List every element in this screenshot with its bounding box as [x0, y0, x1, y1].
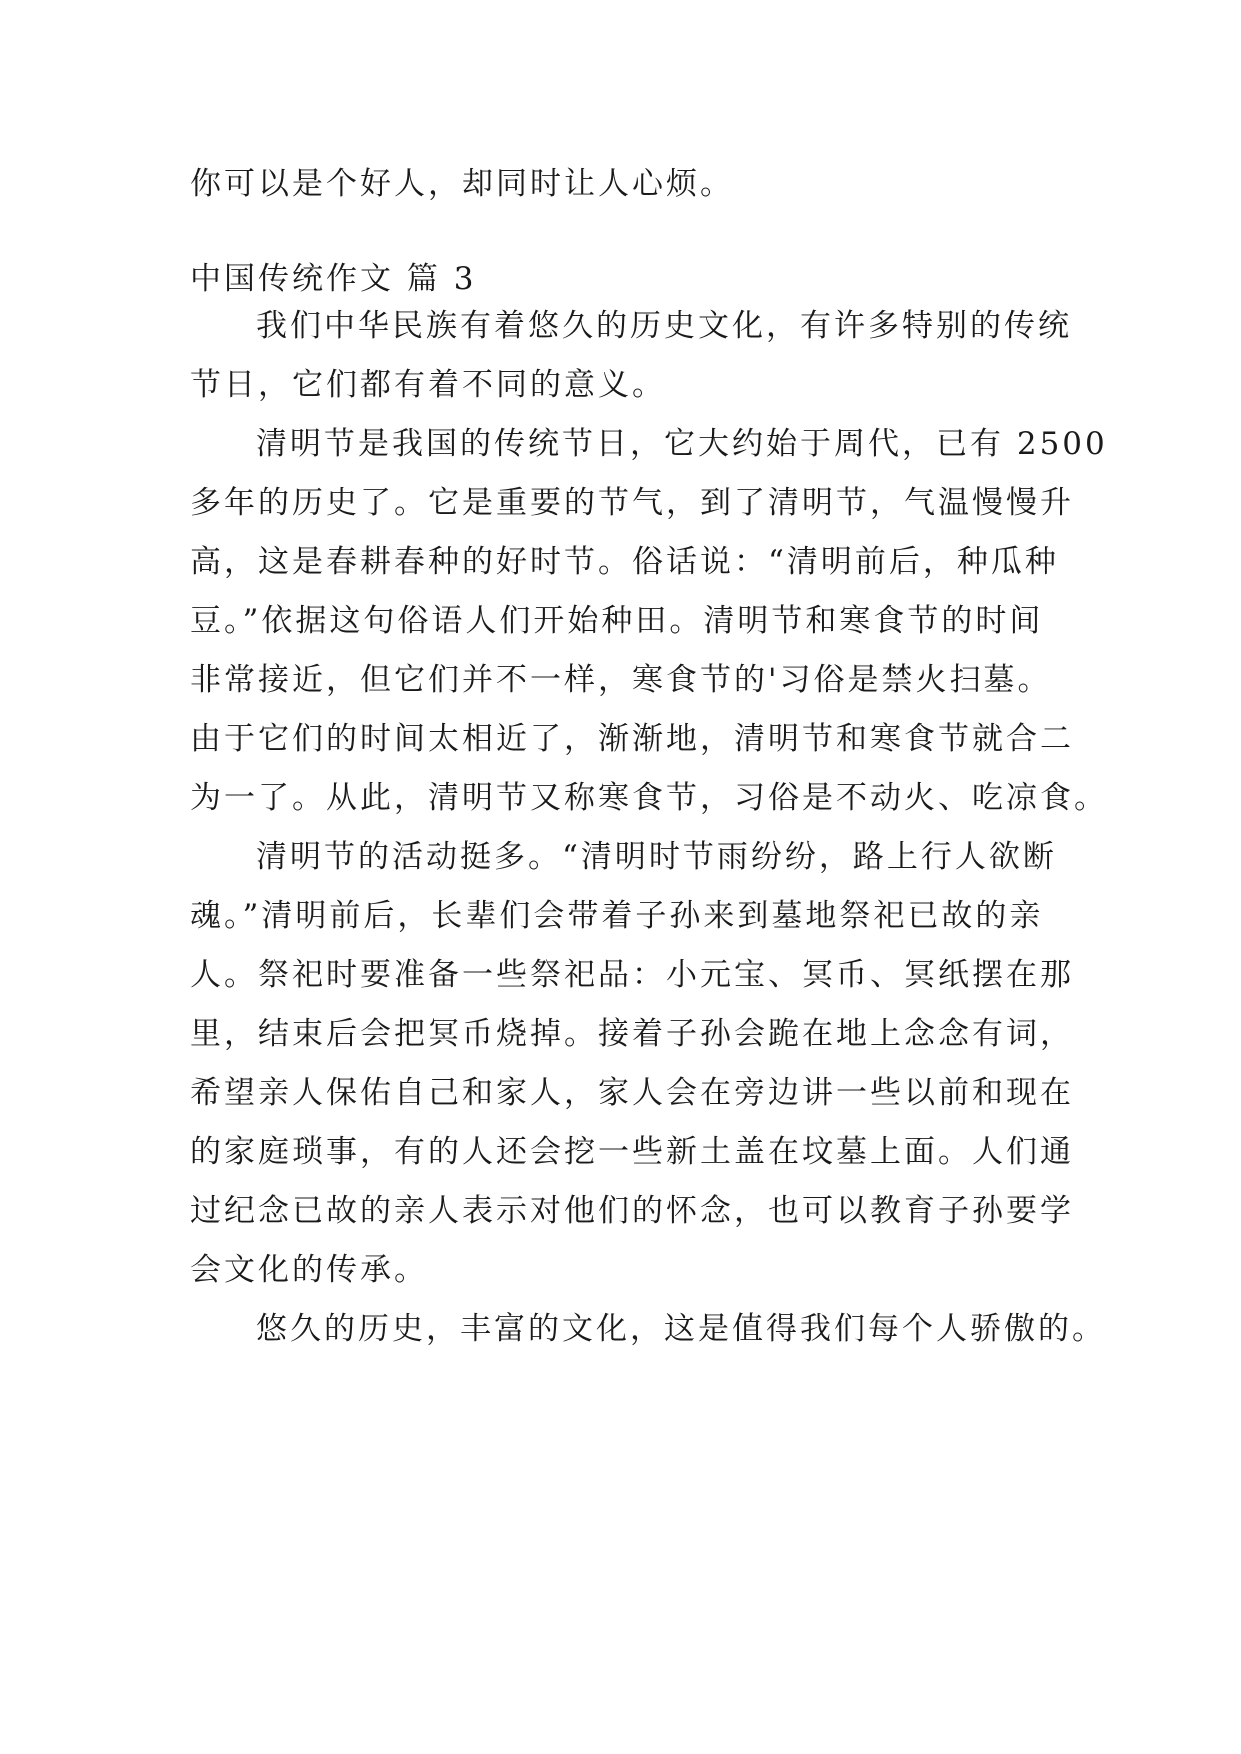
essay-body	[190, 297, 1108, 1359]
intro-paragraph	[190, 155, 1060, 214]
paragraph-line: 过纪念已故的亲人表示对他们的怀念，也可以教育子孙要学	[190, 1193, 1074, 1229]
paragraph-line: 为一了。从此，清明节又称寒食节，习俗是不动火、吃凉食。	[190, 780, 1108, 816]
paragraph-line: 魂。”清明前后，长辈们会带着子孙来到墓地祭祀已故的亲	[190, 898, 1044, 934]
paragraph-line: 里，结束后会把冥币烧掉。接着子孙会跪在地上念念有词，	[190, 1016, 1074, 1052]
paragraph-line: 希望亲人保佑自己和家人，家人会在旁边讲一些以前和现在	[190, 1075, 1074, 1111]
paragraph-line: 你可以是个好人，却同时让人心烦。	[190, 166, 734, 202]
paragraph-line: 人。祭祀时要准备一些祭祀品：小元宝、冥币、冥纸摆在那	[190, 957, 1074, 993]
paragraph-line: 豆。”依据这句俗语人们开始种田。清明节和寒食节的时间	[190, 603, 1044, 639]
paragraph-line: 我们中华民族有着悠久的历史文化，有许多特别的传统	[256, 308, 1072, 344]
paragraph-line: 多年的历史了。它是重要的节气，到了清明节，气温慢慢升	[190, 485, 1074, 521]
paragraph-line: 非常接近，但它们并不一样，寒食节的'习俗是禁火扫墓。	[190, 662, 1052, 698]
paragraph-line: 由于它们的时间太相近了，渐渐地，清明节和寒食节就合二	[190, 721, 1074, 757]
paragraph-line: 悠久的历史，丰富的文化，这是值得我们每个人骄傲的。	[256, 1311, 1106, 1347]
paragraph-line: 节日，它们都有着不同的意义。	[190, 367, 666, 403]
paragraph-line: 清明节的活动挺多。“清明时节雨纷纷，路上行人欲断	[256, 839, 1057, 875]
paragraph-line: 会文化的传承。	[190, 1252, 428, 1288]
paragraph-line: 的家庭琐事，有的人还会挖一些新土盖在坟墓上面。人们通	[190, 1134, 1074, 1170]
paragraph-line: 清明节是我国的传统节日，它大约始于周代，已有 2500	[256, 426, 1108, 462]
paragraph-line: 高，这是春耕春种的好时节。俗话说：“清明前后，种瓜种	[190, 544, 1059, 580]
section-title: 中国传统作文 篇 3	[190, 261, 477, 297]
